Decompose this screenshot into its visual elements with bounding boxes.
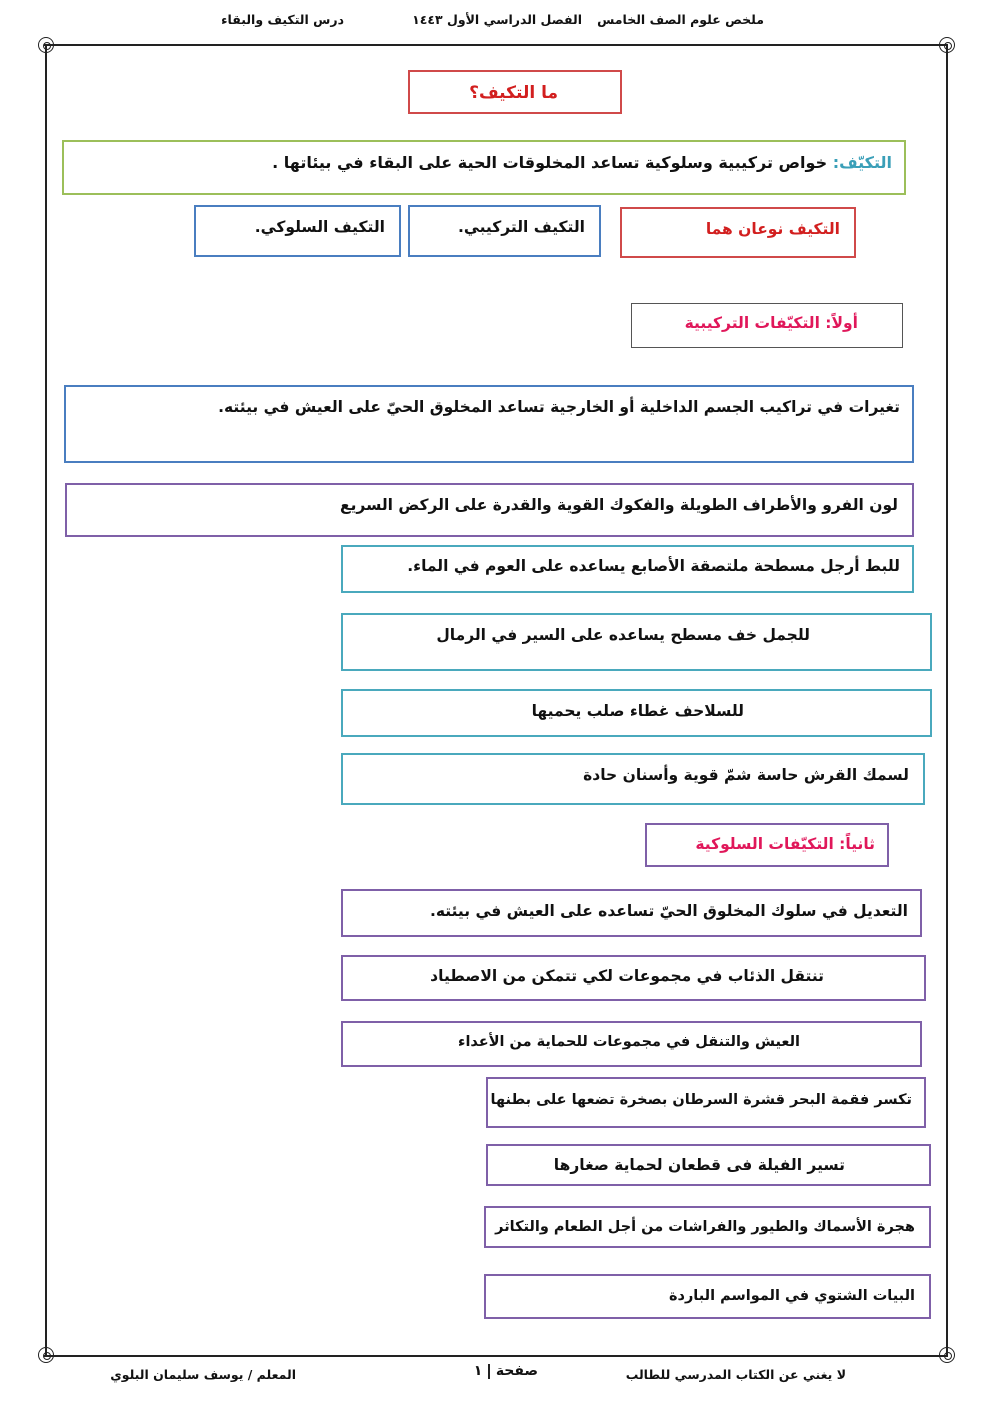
corner-ornament-icon xyxy=(38,37,54,53)
types-heading-box xyxy=(620,207,856,258)
header-subject: ملخص علوم الصف الخامس xyxy=(597,12,764,27)
footer-note: لا يغني عن الكتاب المدرسي للطالب xyxy=(625,1367,846,1382)
definition-body: خواص تركيبية وسلوكية تساعد المخلوقات الحية على البقاء في بيئاتها . xyxy=(272,153,828,172)
page-title: ما التكيف؟ xyxy=(469,83,558,103)
corner-ornament-icon xyxy=(939,1347,955,1363)
structural-definition-box xyxy=(64,385,914,463)
definition-text xyxy=(272,152,892,174)
behavioral-example-box xyxy=(341,955,926,1001)
frame-right-line xyxy=(946,45,948,1355)
structural-example-box xyxy=(341,545,914,593)
behavioral-heading-box xyxy=(645,823,889,867)
behavioral-type-box xyxy=(194,205,401,257)
page-number xyxy=(474,1363,538,1379)
footer-teacher: المعلم / يوسف سليمان البلوي xyxy=(110,1367,296,1382)
behavioral-example: البيات الشتوي في المواسم الباردة xyxy=(668,1288,915,1304)
page-number-value: ١ xyxy=(473,1363,483,1379)
structural-example-box xyxy=(341,753,925,805)
page-divider xyxy=(488,1364,490,1379)
definition-term: التكيّف: xyxy=(832,153,892,172)
behavioral-example-box xyxy=(341,1021,922,1067)
structural-example-box xyxy=(341,689,932,737)
header-semester: الفصل الدراسي الأول ١٤٤٣ xyxy=(412,12,582,27)
behavioral-example: العيش والتنقل في مجموعات للحماية من الأعداء xyxy=(458,1034,800,1050)
types-heading: التكيف نوعان هما xyxy=(705,220,840,238)
title-box xyxy=(408,70,622,114)
behavioral-example-box xyxy=(484,1274,931,1319)
page-label: صفحة xyxy=(495,1363,538,1379)
behavioral-heading: ثانياً: التكيّفات السلوكية xyxy=(695,835,875,853)
behavioral-example: تسير الفيلة فى قطعان لحماية صغارها xyxy=(553,1156,845,1174)
behavioral-definition: التعديل في سلوك المخلوق الحيّ تساعده على العيش في بيئته. xyxy=(429,902,908,920)
structural-heading-box xyxy=(631,303,903,348)
header-lesson: درس التكيف والبقاء xyxy=(221,12,344,27)
behavioral-example-box xyxy=(486,1077,926,1128)
behavioral-definition-box xyxy=(341,889,922,937)
corner-ornament-icon xyxy=(939,37,955,53)
structural-example: للسلاحف غطاء صلب يحميها xyxy=(531,702,744,720)
behavioral-example: هجرة الأسماك والطيور والفراشات من أجل الطعام والتكاثر xyxy=(495,1219,915,1235)
structural-example: لسمك القرش حاسة شمّ قوية وأسنان حادة xyxy=(583,766,909,784)
structural-example: لون الفرو والأطراف الطويلة والفكوك القوية والقدرة على الركض السريع xyxy=(340,496,898,514)
frame-left-line xyxy=(45,45,47,1355)
frame-top-line xyxy=(44,44,948,46)
structural-heading: أولاً: التكيّفات التركيبية xyxy=(684,314,858,332)
definition-box xyxy=(62,140,906,195)
behavioral-type-label: التكيف السلوكي. xyxy=(254,218,385,236)
behavioral-example: تنتقل الذئاب في مجموعات لكي تتمكن من الاصطياد xyxy=(430,967,824,985)
behavioral-example: تكسر فقمة البحر قشرة السرطان بصخرة تضعها على بطنها xyxy=(490,1092,912,1108)
structural-definition: تغيرات في تراكيب الجسم الداخلية أو الخارجية تساعد المخلوق الحيّ على العيش في بيئته. xyxy=(218,398,900,416)
structural-example-box xyxy=(65,483,914,537)
structural-example: للجمل خف مسطح يساعده على السير في الرمال xyxy=(436,626,810,644)
structural-type-label: التكيف التركيبي. xyxy=(458,218,585,236)
frame-bottom-line xyxy=(44,1355,948,1357)
behavioral-example-box xyxy=(486,1144,931,1186)
corner-ornament-icon xyxy=(38,1347,54,1363)
structural-example-box xyxy=(341,613,932,671)
structural-example: للبط أرجل مسطحة ملتصقة الأصابع يساعده على العوم في الماء. xyxy=(407,557,900,575)
structural-type-box xyxy=(408,205,601,257)
behavioral-example-box xyxy=(484,1206,931,1248)
